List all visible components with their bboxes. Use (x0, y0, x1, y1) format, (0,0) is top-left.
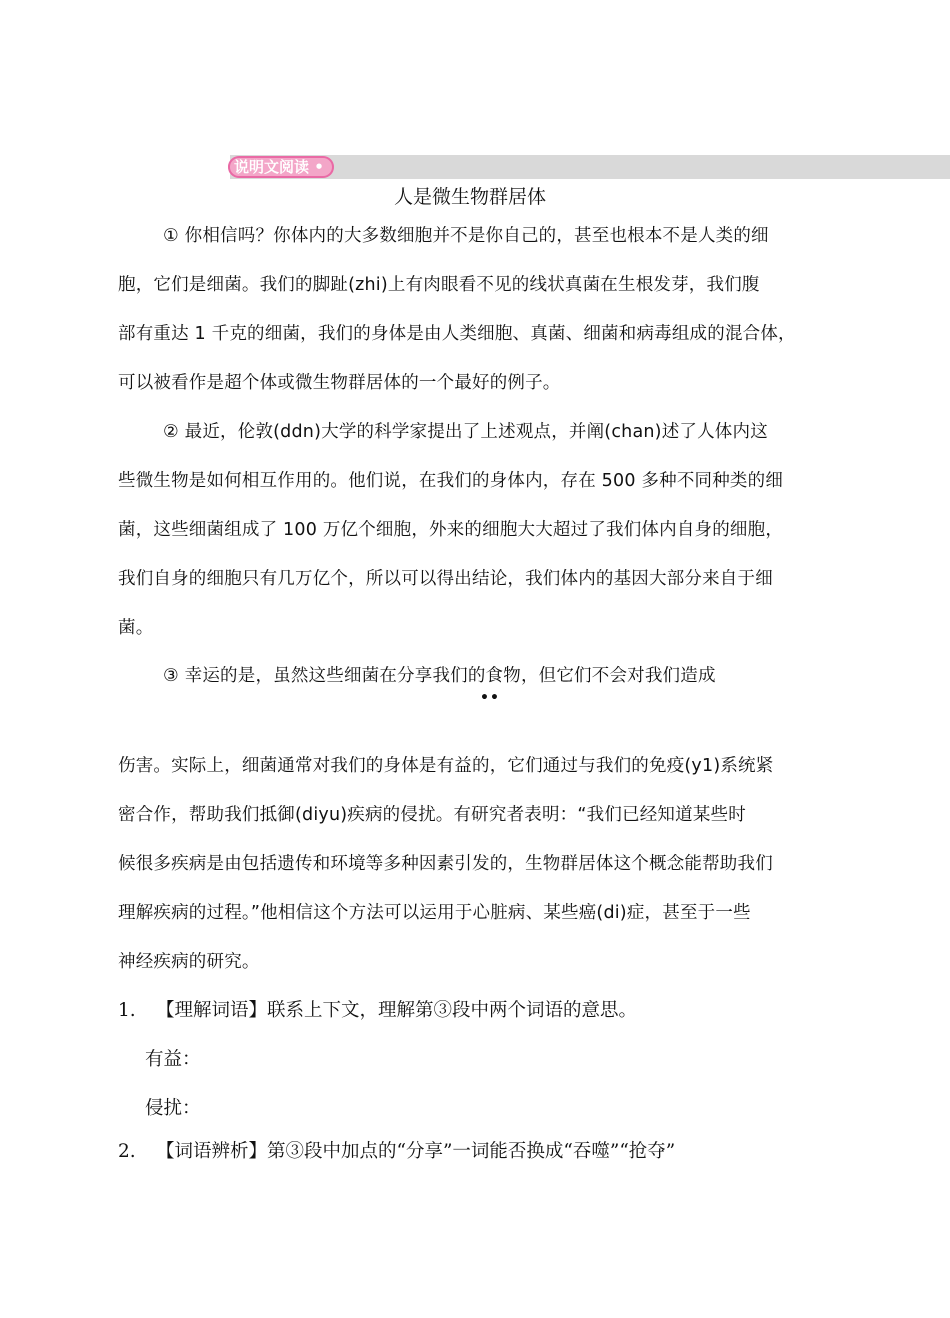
question-1 (118, 996, 637, 1022)
answer-label-qinrao: 侵扰： (145, 1098, 201, 1119)
paragraph-line: ① 你相信吗？你体内的大多数细胞并不是你自己的，甚至也根本不是人类的细 (163, 226, 769, 246)
paragraph-line: 神经疾病的研究。 (118, 952, 260, 972)
paragraph-line: 我们自身的细胞只有几万亿个，所以可以得出结论，我们体内的基因大部分来自于细 (118, 569, 773, 589)
answer-label-youyi: 有益： (145, 1049, 201, 1070)
paragraph-2 (118, 408, 868, 653)
question-number: 2. (118, 1141, 136, 1162)
paragraph-line: 理解疾病的过程。”他相信这个方法可以运用于心脏病、某些癌(di)症，甚至于一些 (118, 903, 751, 923)
article-title-text: 人是微生物群居体 (393, 186, 546, 208)
paragraph-line: ② 最近，伦敦(ddn)大学的科学家提出了上述观点，并阐(chan)述了人体内这 (163, 422, 768, 442)
paragraph-line: 可以被看作是超个体或微生物群居体的一个最好的例子。 (118, 373, 561, 393)
question-text: 【理解词语】联系上下文，理解第③段中两个词语的意思。 (156, 1000, 638, 1021)
emphasis-dots: •• (480, 690, 500, 706)
question-text: 【词语辨析】第③段中加点的“分享”一词能否换成“吞噬”“抢夺” (156, 1141, 676, 1162)
paragraph-1 (118, 212, 868, 408)
section-banner-bar (230, 155, 950, 179)
paragraph-line: 候很多疾病是由包括遗传和环境等多种因素引发的，生物群居体这个概念能帮助我们 (118, 854, 773, 874)
paragraph-line: 密合作，帮助我们抵御(diyu)疾病的侵扰。有研究者表明：“我们已经知道某些时 (118, 805, 746, 825)
question-number: 1. (118, 1000, 136, 1021)
paragraph-line: 菌，这些细菌组成了 100 万亿个细胞，外来的细胞大大超过了我们体内自身的细胞， (118, 520, 784, 540)
paragraph-3 (118, 742, 868, 987)
section-badge: 说明文阅读 • (228, 156, 334, 178)
paragraph-line: ③ 幸运的是，虽然这些细菌在分享我们的食物，但它们不会对我们造成 (163, 666, 716, 686)
paragraph-line: 些微生物是如何相互作用的。他们说，在我们的身体内，存在 500 多种不同种类的细 (118, 471, 784, 491)
article-title (0, 182, 950, 209)
paragraph-line: 伤害。实际上，细菌通常对我们的身体是有益的，它们通过与我们的免疫(y1)系统紧 (118, 756, 774, 776)
paragraph-line: 菌。 (118, 618, 154, 638)
paragraph-line: 胞，它们是细菌。我们的脚趾(zhi)上有肉眼看不见的线状真菌在生根发芽，我们腹 (118, 275, 760, 295)
paragraph-line: 部有重达 1 千克的细菌，我们的身体是由人类细胞、真菌、细菌和病毒组成的混合体， (118, 324, 796, 344)
question-2 (118, 1137, 675, 1163)
